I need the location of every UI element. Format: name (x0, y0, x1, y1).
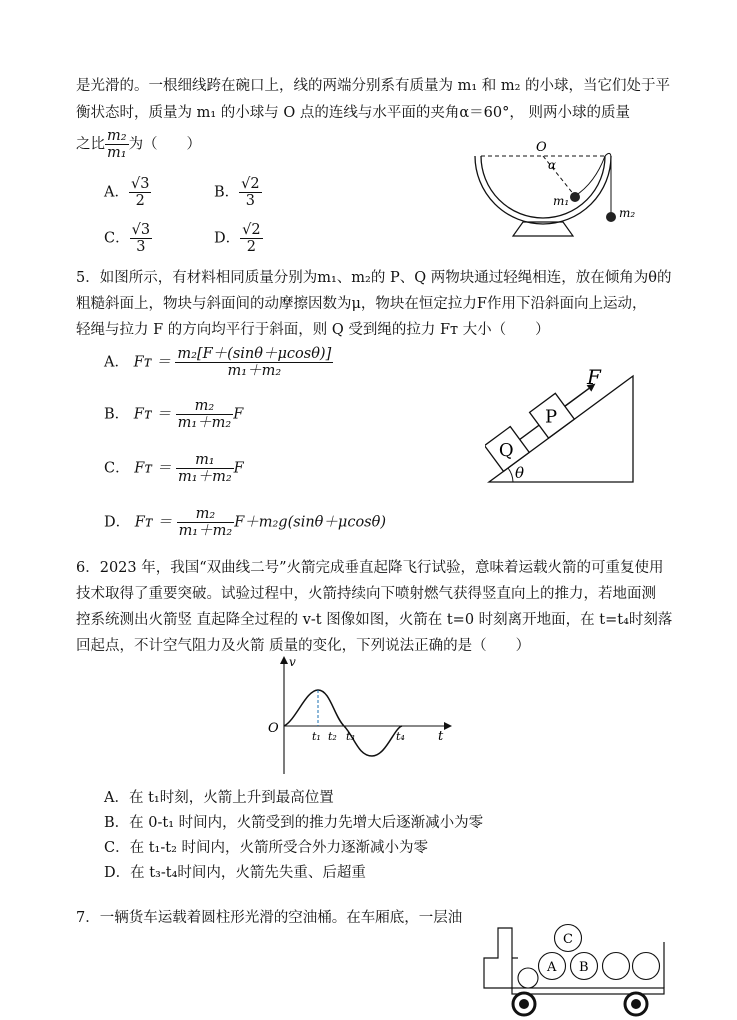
q5-option-b-num: m₂ (176, 398, 234, 415)
vt-curve (284, 690, 402, 756)
q5-line1: 5．如图所示，有材料相同质量分别为m₁、m₂的 P、Q 两物块通过轻绳相连，放在倾角为θ的 (76, 270, 672, 286)
q4-option-c-den: 3 (136, 239, 146, 255)
q4-ratio-num: m₂ (107, 128, 127, 144)
barrel-4 (603, 953, 630, 980)
q5-option-c-den: m₁＋m₂ (178, 469, 232, 485)
q4-option-d-num: √2 (242, 222, 261, 238)
q6-line2: 技术取得了重要突破。试验过程中，火箭持续向下喷射燃气获得竖直向上的推力，若地面测 (76, 586, 656, 602)
q4-option-b-num: √2 (241, 176, 260, 192)
q5-line3: 轻绳与拉力 F 的方向均平行于斜面，则 Q 受到绳的拉力 Fᴛ 大小（ ） (76, 322, 550, 338)
q6-line1: 6．2023 年，我国“双曲线二号”火箭完成垂直起降飞行试验，意味着运载火箭的可重复使用 (76, 560, 664, 576)
q6-option-c[interactable]: C．在 t₁-t₂ 时间内，火箭所受合外力逐渐减小为零 (104, 840, 428, 856)
wheel-rear-hub (631, 999, 641, 1009)
q4-option-c[interactable] (104, 222, 152, 255)
rope (520, 425, 539, 439)
q4-option-d-den: 2 (246, 239, 256, 255)
t-axis-arrow (444, 722, 452, 730)
q4-option-a-num: √3 (130, 176, 150, 192)
q4-line3-prefix: 之比 (76, 136, 105, 153)
graph-label-t2: t₂ (328, 730, 337, 743)
q4-ratio-den: m₁ (107, 145, 127, 161)
q6-line3: 控系统测出火箭竖 直起降全过程的 v-t 图像如图，火箭在 t=0 时刻离开地面，在 t=t₄时刻落 (76, 612, 673, 628)
q4-option-c-label: C． (104, 230, 130, 247)
q5-option-c-lhs: Fᴛ ＝ (134, 460, 172, 477)
label-theta: θ (515, 464, 525, 482)
q4-option-d-frac (240, 222, 262, 255)
block-p-label: P (544, 406, 558, 428)
q5-option-c-num: m₁ (176, 452, 234, 469)
q5-option-c-frac (176, 452, 234, 485)
q5-option-d-lhs: Fᴛ ＝ (134, 514, 172, 531)
label-f: F (587, 366, 601, 389)
q5-option-b-label: B． (104, 406, 130, 423)
graph-label-t: t (438, 729, 444, 744)
q5-option-c[interactable] (104, 452, 244, 485)
q5-option-a-den: m₁＋m₂ (227, 363, 282, 379)
q4-line1: 是光滑的。一根细线跨在碗口上，线的两端分别系有质量为 m₁ 和 m₂ 的小球，当它们处于平 (76, 78, 671, 94)
barrel-5 (633, 953, 660, 980)
label-alpha: α (548, 158, 557, 172)
q4-line3-suffix: 为（ ） (128, 136, 202, 153)
graph-label-t3: t₃ (346, 730, 355, 743)
q5-option-a[interactable] (104, 346, 333, 379)
q5-option-d-tail: F＋m₂g(sinθ＋μcosθ) (234, 514, 386, 531)
theta-arc (508, 468, 513, 482)
graph-label-v: v (289, 655, 296, 669)
q4-option-a[interactable] (104, 176, 151, 209)
truck-cab (484, 928, 512, 988)
q5-option-b-tail: F (233, 406, 244, 423)
q5-option-a-label: A． (104, 354, 129, 371)
q5-option-a-num: m₂[F＋(sinθ＋μcosθ)] (177, 346, 332, 362)
q5-option-c-tail: F (233, 460, 244, 477)
string-inside (575, 156, 605, 196)
q5-option-b-frac (176, 398, 234, 431)
ball-m2 (606, 212, 616, 222)
q6-option-d[interactable]: D．在 t₃-t₄时间内，火箭先失重、后超重 (104, 865, 366, 881)
graph-label-o: O (268, 721, 279, 736)
ball-m1 (570, 192, 580, 202)
vt-graph (262, 654, 462, 782)
q4-option-b-frac (239, 176, 261, 209)
q4-option-b-den: 3 (245, 193, 255, 209)
bowl-figure (465, 138, 650, 243)
q5-option-d-label: D． (104, 514, 131, 531)
q5-option-b-lhs: Fᴛ ＝ (133, 406, 171, 423)
block-q-label: Q (498, 439, 514, 461)
q6-line4: 回起点，不计空气阻力及火箭 质量的变化，下列说法正确的是（ ） (76, 638, 531, 654)
q5-option-c-label: C． (104, 460, 130, 477)
q4-option-a-frac (129, 176, 151, 209)
force-arrow-shaft (565, 388, 589, 406)
q5-option-b[interactable] (104, 398, 243, 431)
q4-option-c-num: √3 (131, 222, 151, 238)
graph-label-t4: t₄ (396, 730, 405, 743)
label-m2: m₂ (619, 206, 636, 220)
barrel-label-a: A (547, 960, 557, 975)
incline-figure (485, 366, 640, 488)
truck-figure (478, 916, 678, 1020)
q5-option-d[interactable] (104, 506, 386, 539)
q5-option-d-den: m₁＋m₂ (178, 523, 233, 539)
label-o: O (536, 140, 547, 155)
barrel-label-c: C (563, 932, 573, 947)
q5-line2: 粗糙斜面上，物块与斜面间的动摩擦因数为μ，物块在恒定拉力F作用下沿斜面向上运动， (76, 296, 647, 312)
q6-option-b[interactable]: B．在 0-t₁ 时间内，火箭受到的推力先增大后逐渐减小为零 (104, 815, 484, 831)
q6-option-a[interactable]: A．在 t₁时刻，火箭上升到最高位置 (104, 790, 334, 806)
q7-line1: 7．一辆货车运载着圆柱形光滑的空油桶。在车厢底，一层油 (76, 910, 463, 926)
q5-option-d-frac (177, 506, 235, 539)
graph-label-t1: t₁ (312, 730, 321, 743)
q4-option-a-den: 2 (135, 193, 145, 209)
q4-line3 (76, 128, 201, 161)
q4-option-b[interactable] (214, 176, 262, 209)
barrel-0 (518, 968, 538, 988)
q4-line2: 衡状态时，质量为 m₁ 的小球与 O 点的连线与水平面的夹角α＝60°， 则两小球的质量 (76, 105, 630, 121)
q5-option-d-num: m₂ (177, 506, 235, 523)
v-axis-arrow (280, 656, 288, 664)
label-m1: m₁ (553, 194, 570, 208)
q5-option-a-frac (175, 346, 333, 379)
q5-option-b-den: m₁＋m₂ (177, 415, 232, 431)
barrel-label-b: B (579, 960, 589, 975)
q4-option-c-frac (130, 222, 152, 255)
q4-option-d[interactable] (214, 222, 263, 255)
q4-ratio (105, 128, 129, 161)
q4-option-a-label: A． (104, 184, 129, 201)
q4-option-b-label: B． (214, 184, 240, 201)
wheel-front-hub (519, 999, 529, 1009)
q4-option-d-label: D． (214, 230, 241, 247)
bowl-outer-arc (475, 156, 611, 224)
q5-option-a-lhs: Fᴛ ＝ (133, 354, 171, 371)
